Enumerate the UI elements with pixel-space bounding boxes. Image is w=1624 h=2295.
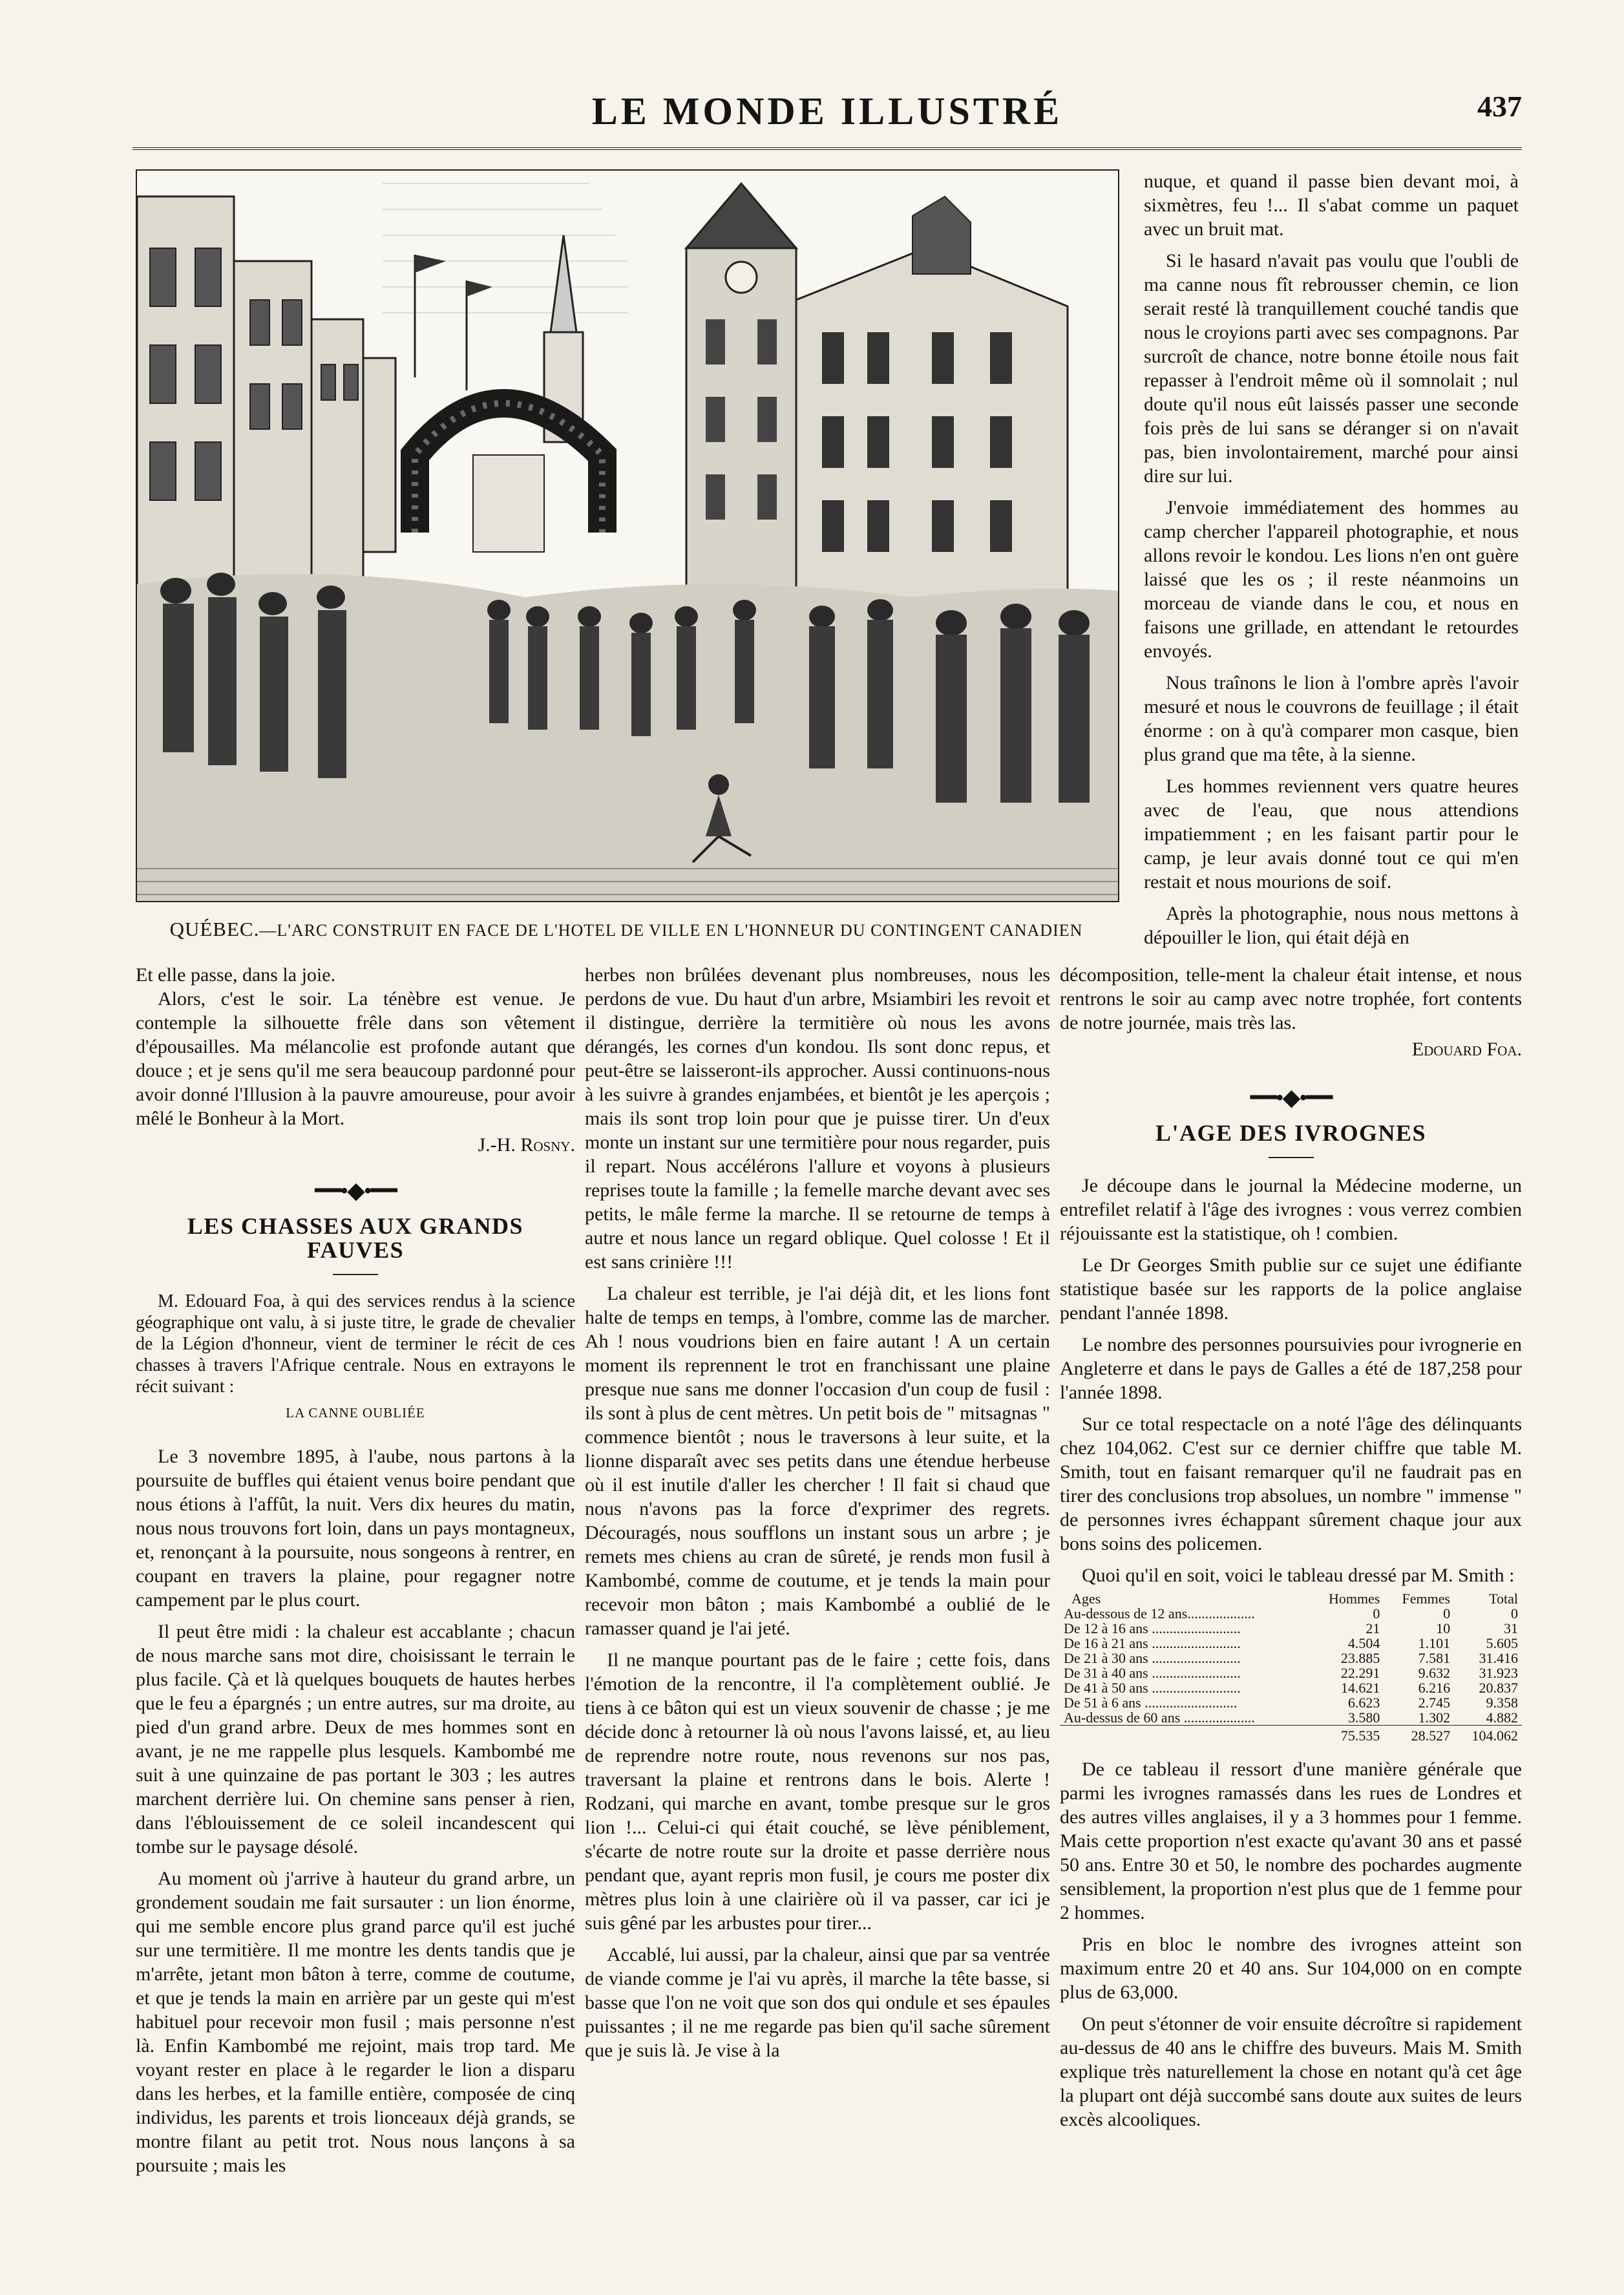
table-row [1060,1680,1522,1695]
table-cell: 31 [1504,1620,1518,1636]
table-cell: 21 [1366,1620,1380,1636]
paragraph: Le Dr Georges Smith publie sur ce sujet une édifiante statistique basée sur les rapports de la police anglaise pendant l'année 1898. [1060,1254,1522,1324]
figure-caption [136,918,1117,941]
column-right-tail [1060,963,1522,1061]
paragraph: Accablé, lui aussi, par la chaleur, ainsi que par sa ventrée de viande comme je l'ai vu après, il marche la tête basse, si basse que l'on ne voit que son dos qui ondule et ses épaules puissantes ; il ne me regarde pas bien qu'il sache sûrement que je suis là. Je vise à la [585,1944,1051,2061]
table-cell: Au-dessus de 60 ans .................... [1064,1709,1255,1726]
column-middle [585,963,1050,2062]
table-cell: 6.216 [1418,1680,1451,1696]
table-row [1060,1651,1522,1666]
table-cell: 1.302 [1418,1709,1451,1726]
paragraph: décomposition, telle-ment la chaleur était intense, et nous rentrons le soir au camp avec notre trophée, fort contents de notre journée, mais très las. [1060,964,1522,1033]
ornament-divider: ━━•◆•━━ [1250,1084,1332,1110]
table-cell: De 41 à 50 ans ......................... [1064,1680,1241,1696]
table-cell: 31.416 [1479,1650,1518,1666]
article-heading: L'AGE DES IVROGNES [1155,1120,1427,1146]
table-cell: 104.062 [1454,1726,1522,1744]
table-row [1060,1695,1522,1710]
section-subheading: LA CANNE OUBLIÉE [286,1405,425,1421]
table-row [1060,1606,1522,1621]
table-cell: 31.923 [1479,1665,1518,1681]
paragraph: Alors, c'est le soir. La ténèbre est venue. Je contemple la silhouette frêle dans son vêtement d'épousailles. Ma mélancolie est profonde autant que douce ; et je sens qu'il me sera beaucoup pardonné pour avoir donné l'Illusion à la pauvre amoureuse, pour avoir mêlé le Bonheur à la Mort. [136,988,575,1129]
column-right [1060,1064,1522,2131]
table-cell: 9.358 [1486,1695,1518,1711]
table-cell: 22.291 [1340,1665,1380,1681]
table-cell: 4.504 [1347,1635,1380,1651]
table-header: Hommes [1328,1591,1380,1607]
table-cell: Au-dessous de 12 ans................... [1064,1605,1255,1622]
engraving-illustration [137,171,1118,901]
table-total-row [1060,1726,1522,1744]
paragraph: Je découpe dans le journal la Médecine moderne, un entrefilet relatif à l'âge des ivrognes : vous verrez combien réjouissante est la statistique, oh ! combien. [1060,1175,1522,1244]
heading-rule [1269,1157,1314,1158]
table-cell: De 16 à 21 ans ......................... [1064,1635,1241,1651]
paragraph: De ce tableau il ressort d'une manière générale que parmi les ivrognes ramassés dans les rues de Londres et des autres villes anglaises, il y a 3 hommes pour 1 femme. Mais cette proportion n'est exacte qu'avant 30 ans et passé 50 ans. Entre 30 et 50, le nombre des pochardes augmente sensiblement, la proportion n'est plus que de 1 femme pour 2 hommes. [1060,1759,1522,1923]
paragraph: Et elle passe, dans la joie. [136,964,336,986]
article-intro: M. Edouard Foa, à qui des services rendus à la science géographique ont valu, à si juste titre, le grade de chevalier de la Légion d'honneur, vient de terminer le récit de ces chasses à travers l'Afrique centrale. Nous en extrayons le récit suivant : [136,1291,575,1397]
table-header-row [1060,1591,1522,1606]
paragraph: La chaleur est terrible, je l'ai déjà dit, et les lions font halte de temps en temps, à l'ombre, comme las de marcher. Ah ! nous voudrions bien en faire autant ! A un certain moment ils reprennent le trot en franchissant une plaine presque nue sans me donner l'occasion d'un coup de fusil : ils sont à plus de cent mètres. Un petit bois de " mitsagnas " commence bientôt ; nous le traversons à leur suite, et la lionne disparaît avec ses petits dans une étendue herbeuse où il est inutile d'aller les chercher ! Il fait si chaud que nous n'avons pas la force d'exprimer des regrets. Découragés, nous soufflons un instant sous un arbre ; je remets mes chiens au cran de sûreté, je rends mon fusil à Kambombé, comme de coutume, et je tends la main pour recevoir mon bâton ; mais Kambombé a oublié de le ramasser quand je l'ai jeté. [585,1283,1050,1639]
table-cell: 75.535 [1310,1726,1384,1744]
paragraph: Le 3 novembre 1895, à l'aube, nous partons à la poursuite de buffles qui étaient venus boire pendant que nous étions à l'affût, la nuit. Vers dix heures du matin, nous nous trouvons fort loin, dans un pays montagneux, et, renonçant à la poursuite, nous songeons à rentrer, en coupant en travers la plaine, pour regagner notre campement par le plus court. [136,1446,575,1611]
table-cell: De 12 à 16 ans ......................... [1064,1620,1241,1636]
table-cell: 4.882 [1486,1709,1518,1726]
table-cell: 3.580 [1347,1709,1380,1726]
table-row [1060,1621,1522,1636]
table-cell: De 31 à 40 ans ......................... [1064,1665,1241,1681]
drunkenness-age-table [1060,1591,1522,1743]
paragraph: Après la photographie, nous nous mettons à dépouiller le lion, qui était déjà en [1144,903,1519,948]
paragraph: Sur ce total respectacle on a noté l'âge des délinquants chez 104,062. C'est sur ce dernier chiffre que table M. Smith, tout en faisant remarquer qu'il ne faudrait pas en tirer des conclusions trop absolues, un nombre " immense " de personnes ivres échappant sûrement chaque jour aux bons soins des policemen. [1060,1413,1522,1554]
table-cell: 23.885 [1340,1650,1380,1666]
column-left [136,963,575,2177]
table-row [1060,1710,1522,1726]
page-number: 437 [1477,90,1522,123]
paragraph: herbes non brûlées devenant plus nombreuses, nous les perdons de vue. Du haut d'un arbre, Msiambiri les revoit et il distingue, derrière la termitière où nous les avons dérangés, les cornes d'un kondou. Ils sont donc repus, et peut-être se laisseront-ils approcher. Aussi continuons-nous à les suivre à grandes enjambées, et bientôt je les aperçois ; mais ils sont trop loin pour que je puisse tirer. Un d'eux monte un instant sur une termitière pour nous regarder, puis il repart. Nous accélérons l'allure et voyons à plusieurs reprises toute la famille ; la femelle marche devant avec ses petits, le mâle ferme la marche. Il se retourne de temps à autre et nous lance un regard oblique. Quel colosse ! Et il est sans crinière !!! [585,964,1050,1273]
paragraph: Quoi qu'il en soit, voici le tableau dressé par M. Smith : [1082,1565,1515,1586]
table-cell: De 51 à 6 ans .......................... [1064,1695,1238,1711]
masthead-rule [132,147,1522,150]
table-cell: 10 [1436,1620,1451,1636]
table-cell: 28.527 [1384,1726,1454,1744]
table-cell: 5.605 [1486,1635,1518,1651]
table-cell: 0 [1443,1605,1451,1622]
paragraph: Le nombre des personnes poursuivies pour ivrognerie en Angleterre et dans le pays de Galles a été de 187,258 pour l'année 1898. [1060,1334,1522,1403]
paragraph: Il ne manque pourtant pas de le faire ; cette fois, dans l'émotion de la rencontre, il l'a complètement oublié. Je tiens à ce bâton qui est un vieux souvenir de chasse ; je me décide donc à retourner là où nous l'avons laissé, et, au lieu de reprendre notre route, nous revenons sur nos pas, traversant la plaine et rentrons dans le bois. Alerte ! Rodzani, qui marche en avant, tombe presque sur le gros lion !... Celui-ci qui était couché, se lève péniblement, s'écarte de notre route sur la droite et passe derrière nous pendant que, ayant repris mon fusil, je cours me poster dix mètres plus loin à une clairière où il va passer, car ici je suis gêné par les arbustes pour tirer... [585,1649,1050,1934]
caption-place: QUÉBEC. [169,918,260,940]
table-header: Ages [1071,1591,1101,1607]
table-cell: 0 [1373,1605,1380,1622]
newspaper-title: LE MONDE ILLUSTRÉ [591,90,1063,132]
table-row [1060,1666,1522,1680]
heading-rule [333,1274,378,1275]
quebec-arch-engraving [136,169,1119,902]
paragraph: Il peut être midi : la chaleur est accablante ; chacun de nous marche sans mot dire, choisissant le terrain le plus facile. Çà et là quelques bouquets de hautes herbes que le feu a épargnés ; un entre autres, sur ma droite, au pied d'un grand arbre. Deux de mes hommes sont en avant, je ne me rappelle plus lesquels. Kambombé me suit à une quinzaine de pas portant le 303 ; les autres marchent derrière lui. On chemine sans penser à rien, dans l'éblouissement de ce soleil incandescent qui tombe sur le paysage désolé. [136,1621,575,1857]
author-signature: J.-H. Rosny. [478,1134,575,1156]
paragraph: Au moment où j'arrive à hauteur du grand arbre, un grondement soudain me fait sursauter : un lion énorme, qui me semble encore plus grand parce qu'il est juché sur une termitière. Il me montre les dents tandis que je m'arrête, jetant mon bâton à terre, comme de coutume, et que je tends la main en arrière par un geste qui m'est habituel pour recevoir mon fusil ; mais personne n'est là. Enfin Kambombé me rejoint, mais trop tard. Me voyant rester en place à le regarder le lion a disparu dans les herbes, et la famille entière, composée de cinq individus, les parents et trois lionceaux déjà grands, se montre filant au petit trot. Nous nous lançons à sa poursuite ; mais les [136,1868,575,2176]
table-cell: 7.581 [1418,1650,1451,1666]
table-cell: 14.621 [1340,1680,1380,1696]
table-cell: 1.101 [1418,1635,1451,1651]
ornament-divider: ━━•◆•━━ [315,1178,396,1203]
table-cell: 0 [1511,1605,1518,1622]
table-cell: De 21 à 30 ans ......................... [1064,1650,1241,1666]
caption-text: —L'ARC CONSTRUIT EN FACE DE L'HOTEL DE VILLE EN L'HONNEUR DU CONTINGENT CANADIEN [259,921,1083,940]
table-cell: 2.745 [1418,1695,1451,1711]
paragraph: Nous traînons le lion à l'ombre après l'avoir mesuré et nous le couvrons de feuillage ; il était énorme : on à qu'à comparer mon casque, bien plus grand que ma tête, à la sienne. [1144,672,1519,765]
table-header: Femmes [1402,1591,1451,1607]
table-cell [1060,1726,1310,1744]
masthead [132,89,1522,147]
table-header: Total [1489,1591,1518,1607]
article-heading: LES CHASSES AUX GRANDS FAUVES [187,1213,524,1263]
author-signature: Edouard Foa. [1411,1039,1522,1060]
table-cell: 6.623 [1347,1695,1380,1711]
table-cell: 9.632 [1418,1665,1451,1681]
paragraph: nuque, et quand il passe bien devant moi, à sixmètres, feu !... Il s'abat comme un paquet avec un bruit mat. [1144,171,1519,240]
paragraph: On peut s'étonner de voir ensuite décroître si rapidement au-dessus de 40 ans le chiffre des buveurs. Mais M. Smith explique très naturellement la chose en notant qu'à cet âge la plupart ont déjà succombé sans doute aux suites de leurs excès alcooliques. [1060,2013,1522,2130]
table-cell: 20.837 [1479,1680,1518,1696]
paragraph: Si le hasard n'avait pas voulu que l'oubli de ma canne nous fît rebrousser chemin, ce lion serait resté là tranquillement couché tandis que nous le croyions parti avec ses compagnons. Par surcroît de chance, notre bonne étoile nous fait repasser à l'endroit même où il somnolait ; nul doute qu'il nous eût laissés passer une seconde fois près de lui sans se déranger si on n'avait pas, bien involontairement, marché pour ainsi dire sur lui. [1144,250,1519,487]
paragraph: Les hommes reviennent vers quatre heures avec de l'eau, que nous attendions impatiemment ; en les faisant partir pour le camp, je leur avais donné tout ce qui m'en restait et nous mourions de soif. [1144,776,1519,893]
table-row [1060,1636,1522,1651]
paragraph: Pris en bloc le nombre des ivrognes atteint son maximum entre 20 et 40 ans. Sur 104,000 on en compte plus de 63,000. [1060,1934,1522,2003]
paragraph: J'envoie immédiatement des hommes au camp chercher l'appareil photographie, et nous allons revoir le kondou. Les lions n'en ont guère laissé que les os ; il reste néanmoins un morceau de viande dans le cou, et nous en faisons une grillade, en attendant le retourdes envoyés. [1144,497,1519,662]
column-right-top [1144,169,1519,949]
